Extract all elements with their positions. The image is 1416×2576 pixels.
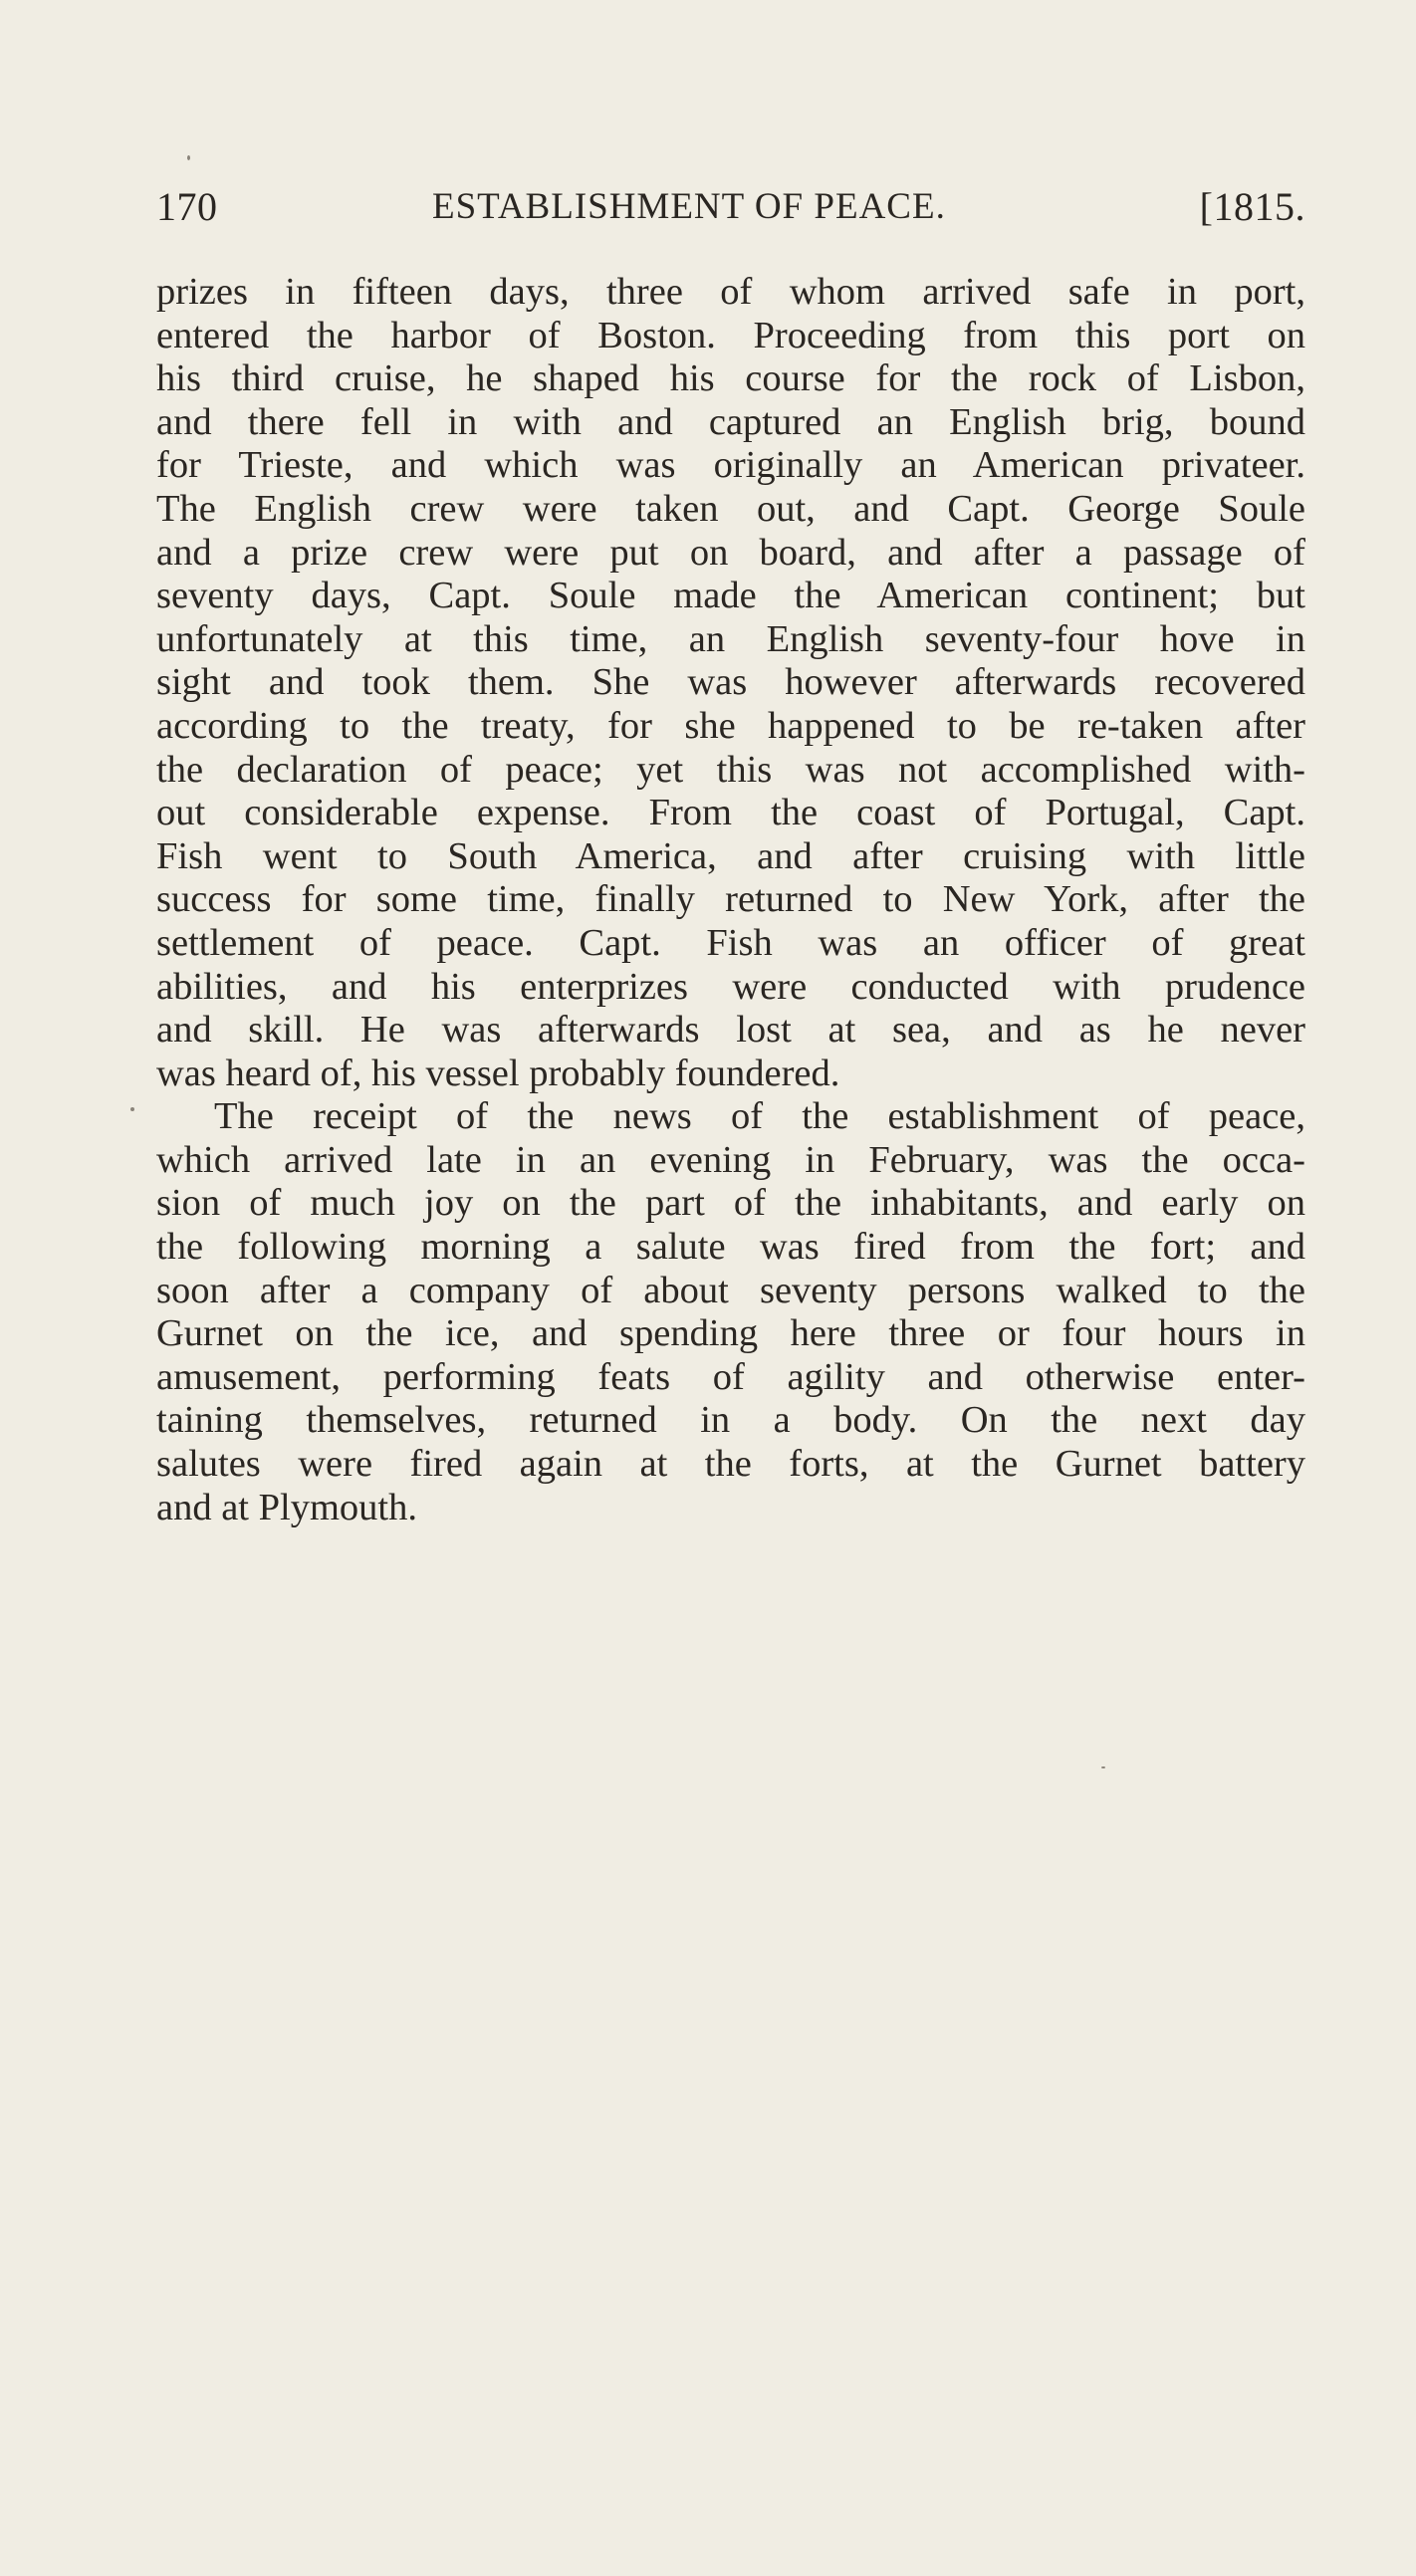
text-line: for Trieste, and which was originally an American privateer.: [156, 444, 1305, 487]
body-text: [156, 271, 1305, 1529]
page-number: 170: [156, 184, 218, 229]
text-line: Gurnet on the ice, and spending here three or four hours in: [156, 1312, 1305, 1355]
ink-speck: [187, 155, 190, 160]
text-line: the following morning a salute was fired from the fort; and: [156, 1226, 1305, 1269]
text-line: and there fell in with and captured an English brig, bound: [156, 400, 1305, 443]
text-line: salutes were fired again at the forts, at the Gurnet battery: [156, 1443, 1305, 1486]
text-line: the declaration of peace; yet this was not accomplished with-: [156, 748, 1305, 791]
text-line: The English crew were taken out, and Capt. George Soule: [156, 487, 1305, 530]
text-line: Fish went to South America, and after cruising with little: [156, 834, 1305, 877]
text-line: soon after a company of about seventy persons walked to the: [156, 1269, 1305, 1311]
paragraph: [156, 271, 1305, 1095]
text-line: and a prize crew were put on board, and after a passage of: [156, 531, 1305, 574]
page-header: [156, 177, 1305, 237]
text-line: entered the harbor of Boston. Proceeding from this port on: [156, 314, 1305, 356]
text-line: prizes in fifteen days, three of whom arrived safe in port,: [156, 271, 1305, 313]
text-line: abilities, and his enterprizes were conducted with prudence: [156, 965, 1305, 1008]
header-year: [1815.: [1199, 184, 1305, 229]
ink-speck: [130, 1107, 134, 1111]
text-line: and skill. He was afterwards lost at sea, and as he never: [156, 1009, 1305, 1052]
text-line: his third cruise, he shaped his course for the rock of Lisbon,: [156, 357, 1305, 400]
text-line: success for some time, finally returned to New York, after the: [156, 878, 1305, 921]
text-line: unfortunately at this time, an English seventy-four hove in: [156, 617, 1305, 660]
text-line: was heard of, his vessel probably foundered.: [156, 1052, 840, 1094]
text-line: and at Plymouth.: [156, 1486, 417, 1528]
text-line: amusement, performing feats of agility and otherwise enter-: [156, 1355, 1305, 1398]
text-line: sight and took them. She was however afterwards recovered: [156, 661, 1305, 704]
ink-speck: [1101, 1766, 1105, 1768]
text-line: out considerable expense. From the coast of Portugal, Capt.: [156, 792, 1305, 834]
text-line: settlement of peace. Capt. Fish was an officer of great: [156, 921, 1305, 964]
text-line: taining themselves, returned in a body. On the next day: [156, 1399, 1305, 1442]
text-line: which arrived late in an evening in February, was the occa-: [156, 1138, 1305, 1181]
text-line: according to the treaty, for she happened to be re-taken after: [156, 704, 1305, 747]
paragraph: [156, 1095, 1305, 1529]
text-line: seventy days, Capt. Soule made the American continent; but: [156, 575, 1305, 617]
text-line: The receipt of the news of the establishment of peace,: [214, 1095, 1305, 1138]
text-line: sion of much joy on the part of the inhabitants, and early on: [156, 1182, 1305, 1225]
running-title: ESTABLISHMENT OF PEACE.: [432, 186, 946, 227]
